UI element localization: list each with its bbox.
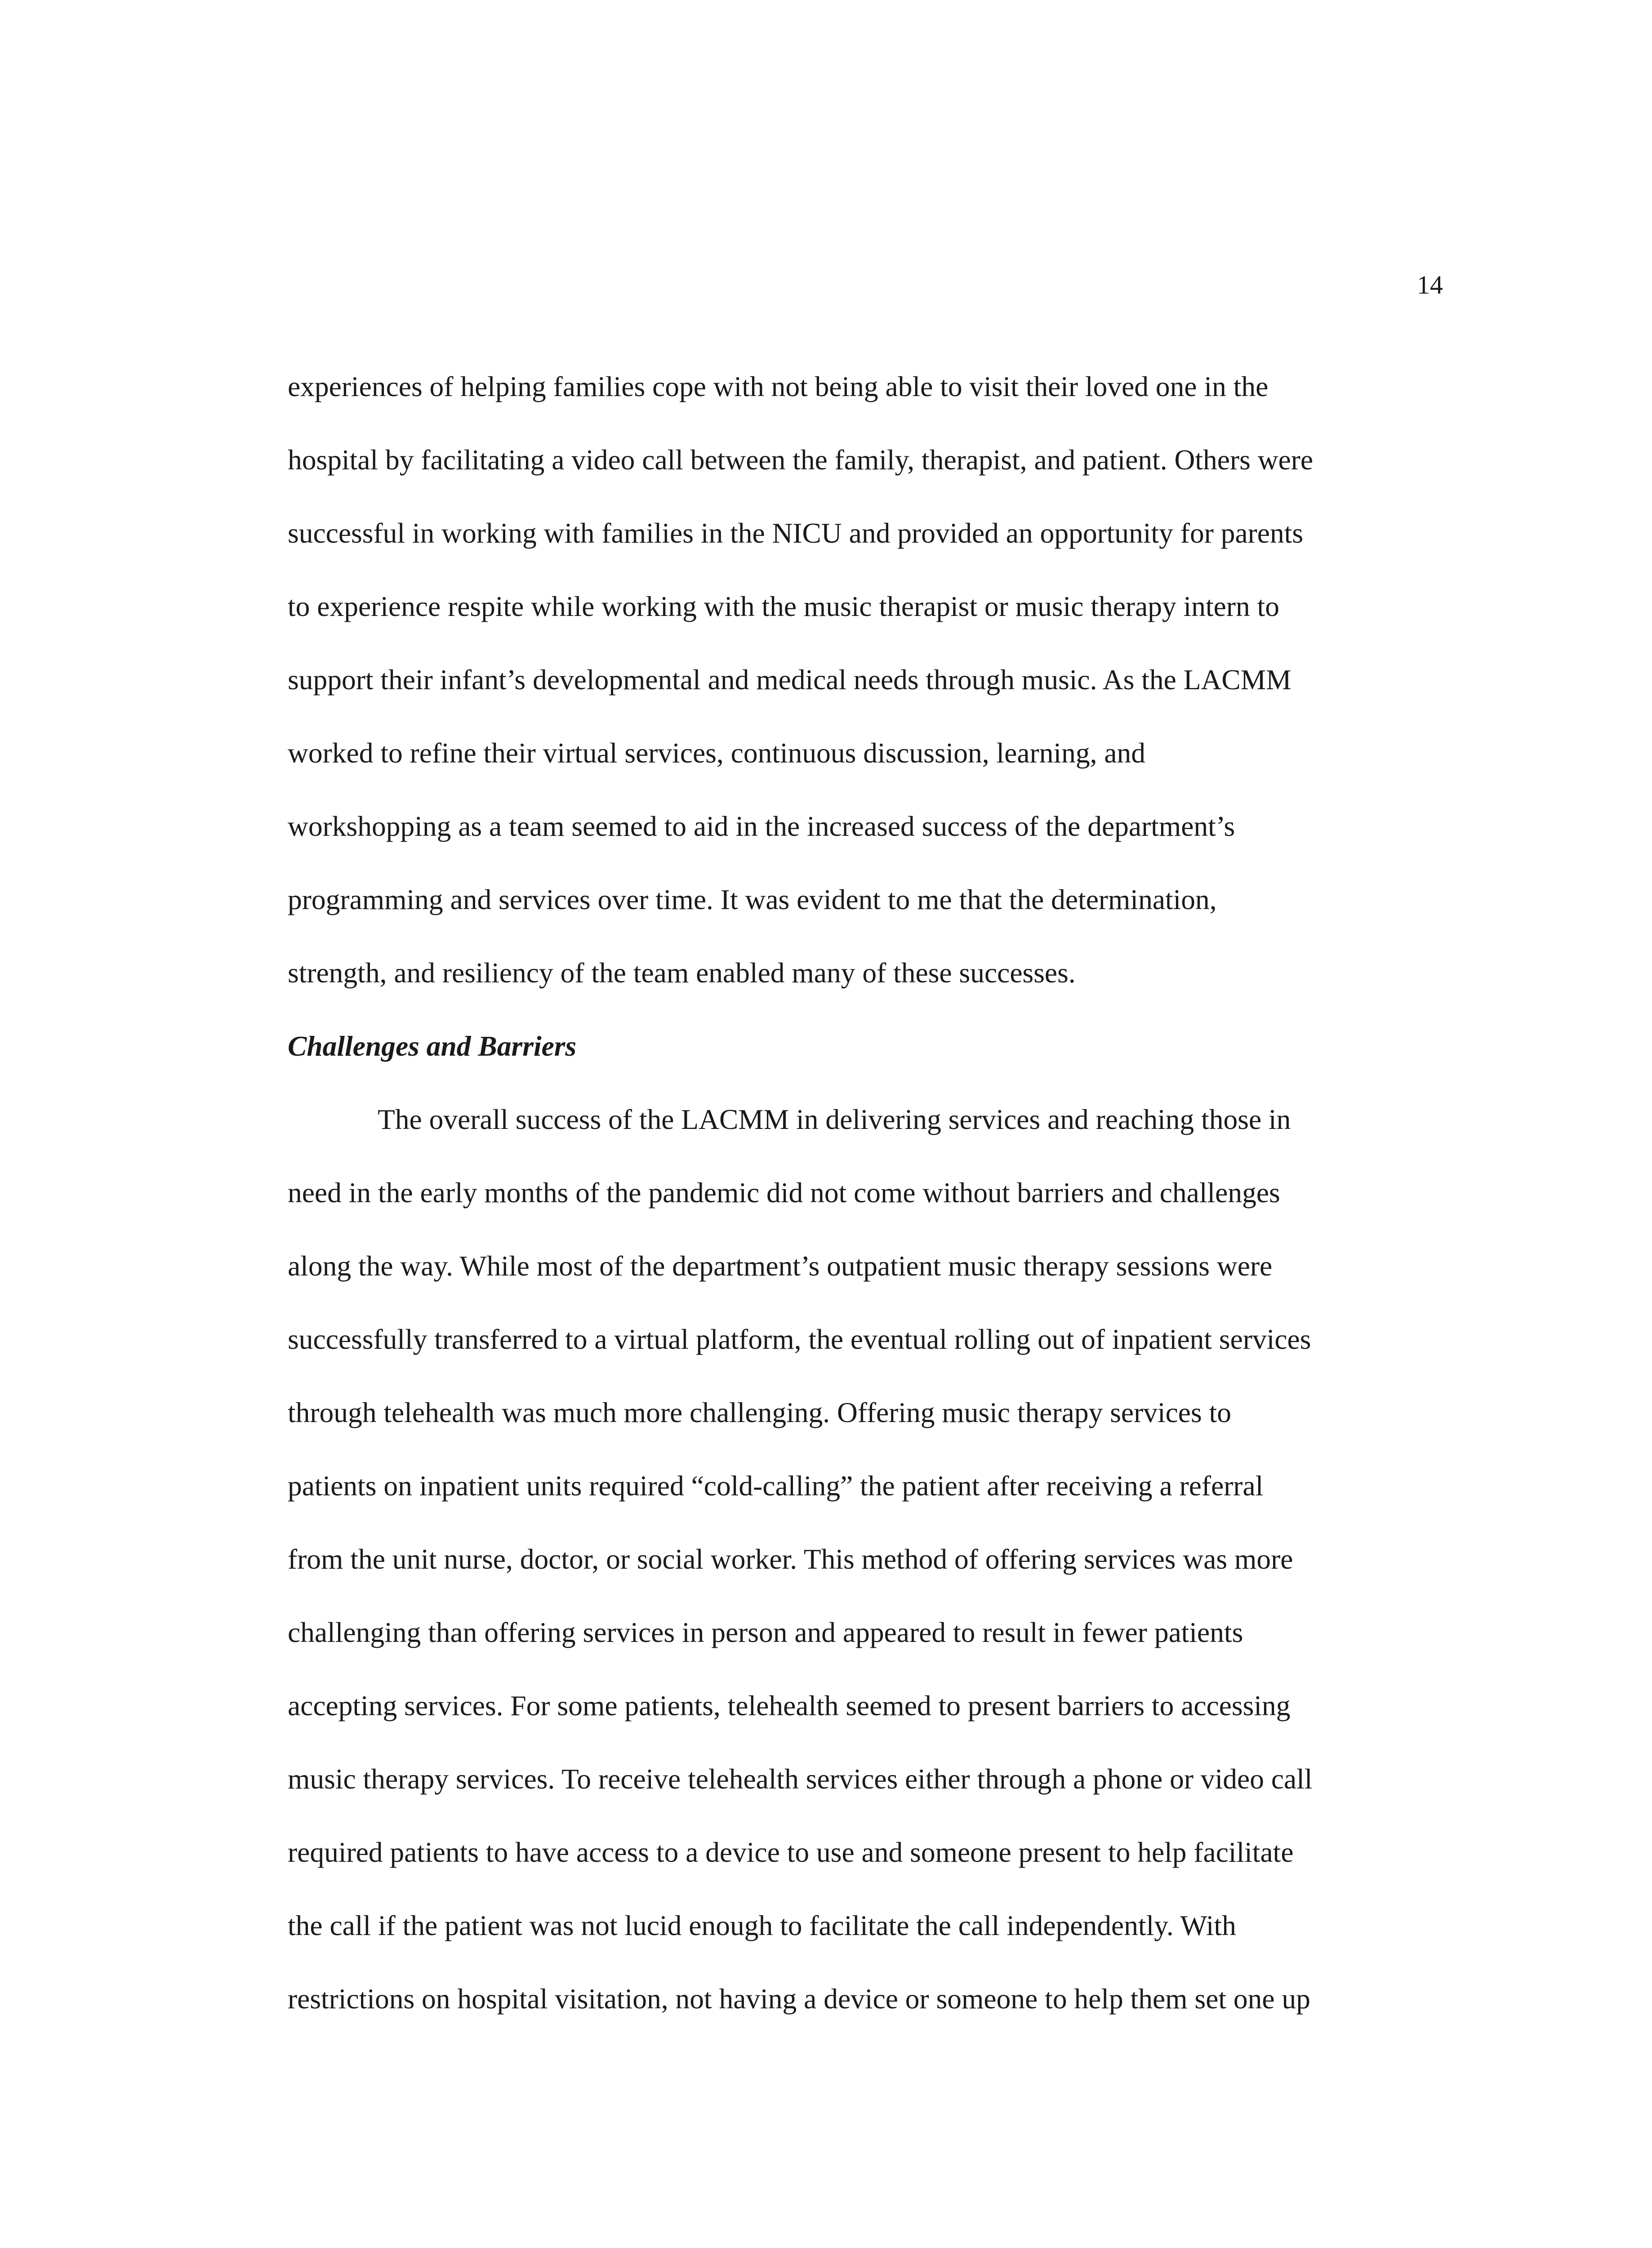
text-line: experiences of helping families cope with not being able to visit their loved one in the bbox=[288, 370, 1269, 402]
text-line: restrictions on hospital visitation, not having a device or someone to help them set one up bbox=[288, 1983, 1310, 2015]
text-line: successfully transferred to a virtual platform, the eventual rolling out of inpatient services bbox=[288, 1323, 1311, 1355]
text-line: hospital by facilitating a video call between the family, therapist, and patient. Others were bbox=[288, 444, 1314, 476]
text-line: required patients to have access to a device to use and someone present to help facilitate bbox=[288, 1836, 1294, 1868]
text-line: to experience respite while working with the music therapist or music therapy intern to bbox=[288, 590, 1280, 622]
text-line: workshopping as a team seemed to aid in the increased success of the department’s bbox=[288, 810, 1235, 842]
text-line: challenging than offering services in person and appeared to result in fewer patients bbox=[288, 1616, 1243, 1648]
text-line: from the unit nurse, doctor, or social worker. This method of offering services was more bbox=[288, 1543, 1293, 1575]
text-line: successful in working with families in the NICU and provided an opportunity for parents bbox=[288, 517, 1304, 549]
body-text bbox=[288, 364, 1441, 2050]
text-line: accepting services. For some patients, telehealth seemed to present barriers to accessing bbox=[288, 1690, 1291, 1722]
text-line: need in the early months of the pandemic did not come without barriers and challenges bbox=[288, 1177, 1280, 1209]
section-heading: Challenges and Barriers bbox=[288, 1030, 577, 1062]
text-line: through telehealth was much more challenging. Offering music therapy services to bbox=[288, 1396, 1231, 1428]
text-line: music therapy services. To receive telehealth services either through a phone or video call bbox=[288, 1763, 1313, 1795]
text-line: strength, and resiliency of the team enabled many of these successes. bbox=[288, 957, 1076, 989]
page-number: 14 bbox=[1417, 270, 1443, 299]
text-line: along the way. While most of the department’s outpatient music therapy sessions were bbox=[288, 1250, 1273, 1282]
text-line: the call if the patient was not lucid enough to facilitate the call independently. With bbox=[288, 1909, 1236, 1941]
text-line: programming and services over time. It was evident to me that the determination, bbox=[288, 883, 1217, 915]
paragraph-first-line: The overall success of the LACMM in delivering services and reaching those in bbox=[378, 1103, 1291, 1135]
text-line: worked to refine their virtual services, continuous discussion, learning, and bbox=[288, 737, 1146, 769]
text-line: support their infant’s developmental and medical needs through music. As the LACMM bbox=[288, 664, 1291, 696]
text-line: patients on inpatient units required “cold-calling” the patient after receiving a referral bbox=[288, 1470, 1264, 1502]
